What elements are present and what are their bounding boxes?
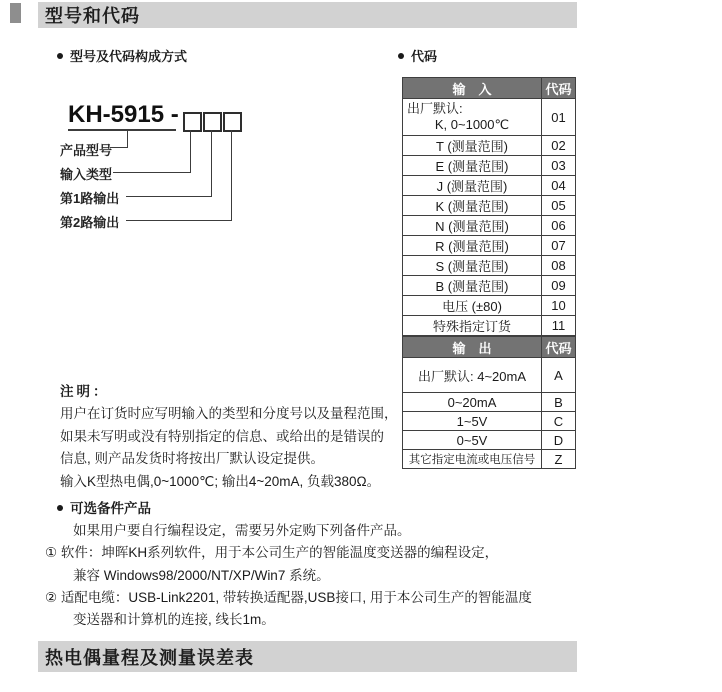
table-row — [403, 196, 576, 216]
table-row — [403, 296, 576, 316]
code-cell: 06 — [542, 216, 576, 236]
table-row — [403, 450, 576, 469]
code-column-header: 代码 — [542, 78, 576, 99]
input-cell: R (测量范围) — [403, 236, 542, 256]
input-column-header: 输 入 — [403, 78, 542, 99]
input-cell: T (测量范围) — [403, 136, 542, 156]
input-cell: 特殊指定订货 — [403, 316, 542, 336]
input-cell: S (测量范围) — [403, 256, 542, 276]
table-row — [403, 256, 576, 276]
input-cell: B (测量范围) — [403, 276, 542, 296]
table-header-row — [403, 337, 576, 358]
accessories-intro: 如果用户要自行编程设定，需要另外定购下列备件产品。 — [73, 523, 411, 539]
code-column-header: 代码 — [542, 337, 576, 358]
label-input-type: 输入类型 — [60, 167, 113, 182]
code-cell: 01 — [542, 99, 576, 136]
accessories-heading-text: 可选备件产品 — [70, 501, 151, 516]
input-code-table — [402, 77, 576, 336]
code-cell: Z — [542, 450, 576, 469]
code-box-input — [183, 112, 202, 132]
output-cell: 其它指定电流或电压信号 — [403, 450, 542, 469]
code-cell: 04 — [542, 176, 576, 196]
output-cell: 0~5V — [403, 431, 542, 450]
connector-line-output2 — [126, 130, 232, 221]
code-heading — [398, 46, 437, 65]
note-line: 信息, 则产品发货时将按出厂默认设定提供。 — [60, 451, 325, 467]
bullet-icon — [57, 505, 63, 511]
output-cell: 1~5V — [403, 412, 542, 431]
input-default-cell — [403, 99, 542, 136]
input-cell: K (测量范围) — [403, 196, 542, 216]
output-column-header: 输 出 — [403, 337, 542, 358]
input-cell: J (测量范围) — [403, 176, 542, 196]
table-row — [403, 176, 576, 196]
model-heading — [57, 46, 187, 65]
note-line: 输入K型热电偶,0~1000℃; 输出4~20mA, 负载380Ω。 — [60, 473, 381, 489]
code-cell: C — [542, 412, 576, 431]
code-cell: D — [542, 431, 576, 450]
code-cell: 03 — [542, 156, 576, 176]
code-cell: A — [542, 358, 576, 393]
output-code-table — [402, 336, 576, 469]
table-row — [403, 236, 576, 256]
table-row — [403, 156, 576, 176]
output-default-cell: 出厂默认: 4~20mA — [403, 358, 542, 393]
code-cell: 10 — [542, 296, 576, 316]
accessories-heading — [57, 498, 532, 520]
note-title: 注明： — [60, 384, 110, 399]
code-box-output1 — [203, 112, 222, 132]
page-edge-tab — [10, 3, 21, 23]
table-row — [403, 358, 576, 393]
note-line: 用户在订货时应写明输入的类型和分度号以及量程范围， — [60, 406, 398, 422]
next-section-title: 热电偶量程及测量误差表 — [45, 647, 254, 668]
bullet-icon — [398, 53, 404, 59]
label-output-2: 第2路输出 — [60, 215, 120, 230]
table-row — [403, 99, 576, 136]
input-default-line2: K, 0~1000℃ — [434, 117, 510, 132]
input-cell: E (测量范围) — [403, 156, 542, 176]
code-cell: 09 — [542, 276, 576, 296]
accessory-item-line: 兼容 Windows98/2000/NT/XP/Win7 系统。 — [73, 567, 330, 583]
code-cell: 02 — [542, 136, 576, 156]
model-number: KH-5915 - — [68, 101, 179, 128]
table-row — [403, 316, 576, 336]
label-product-model: 产品型号 — [60, 143, 113, 158]
code-cell: 05 — [542, 196, 576, 216]
accessory-item-line: ② 适配电缆：USB-Link2201, 带转换适配器,USB接口, 用于本公司生产的智能温度 — [45, 589, 532, 605]
model-heading-text: 型号及代码构成方式 — [70, 49, 188, 64]
section-title: 型号和代码 — [45, 6, 140, 26]
table-row — [403, 216, 576, 236]
code-cell: 07 — [542, 236, 576, 256]
table-row — [403, 412, 576, 431]
next-section-title-bar — [38, 641, 577, 672]
table-row — [403, 431, 576, 450]
code-cell: 11 — [542, 316, 576, 336]
code-box-output2 — [223, 112, 242, 132]
code-cell: 08 — [542, 256, 576, 276]
input-default-line1: 出厂默认: — [407, 101, 463, 116]
output-cell: 0~20mA — [403, 393, 542, 412]
table-header-row — [403, 78, 576, 99]
code-cell: B — [542, 393, 576, 412]
label-output-1: 第1路输出 — [60, 191, 120, 206]
input-cell: 电压 (±80) — [403, 296, 542, 316]
code-heading-text: 代码 — [411, 49, 438, 64]
table-row — [403, 136, 576, 156]
section-title-bar — [38, 2, 577, 28]
accessory-item-line: ① 软件：坤晖KH系列软件，用于本公司生产的智能温度变送器的编程设定， — [45, 545, 499, 561]
input-cell: N (测量范围) — [403, 216, 542, 236]
order-note — [60, 381, 398, 493]
table-row — [403, 276, 576, 296]
note-line: 如果未写明或没有特别指定的信息、或给出的是错误的 — [60, 428, 384, 444]
accessory-item-line: 变送器和计算机的连接, 线长1m。 — [73, 612, 275, 628]
bullet-icon — [57, 53, 63, 59]
accessories-section — [45, 498, 532, 631]
table-row — [403, 393, 576, 412]
